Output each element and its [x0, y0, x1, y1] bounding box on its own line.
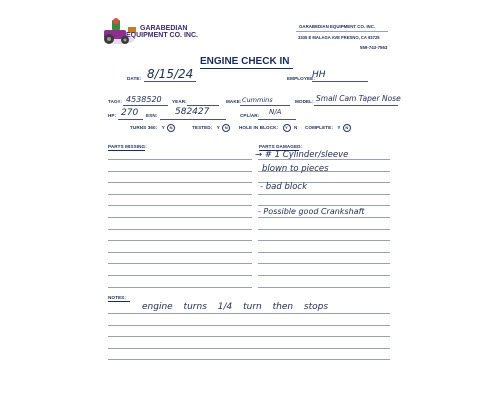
logo-text [126, 25, 198, 39]
title-underline [200, 68, 293, 69]
parts-missing-line[interactable] [108, 229, 252, 230]
parts-missing-line[interactable] [108, 182, 252, 183]
parts-damaged-line[interactable] [258, 217, 390, 218]
model-underline [314, 105, 398, 106]
notes-text[interactable]: engine turns 1/4 turn then stops [142, 302, 329, 312]
complete-yes[interactable]: Y [337, 125, 341, 131]
parts-damaged-line[interactable] [258, 275, 390, 276]
hp-underline [118, 119, 143, 120]
parts-missing-line[interactable] [108, 252, 252, 253]
complete-check[interactable] [305, 124, 351, 132]
company-name: GARABEDIAN EQUIPMENT CO. INC. [299, 24, 376, 29]
cpl-underline [258, 119, 296, 120]
damaged-line-1[interactable]: → # 1 Cylinder/sleeve [255, 150, 349, 160]
logo-text-line2: EQUIPMENT CO. INC. [126, 32, 198, 39]
notes-label: NOTES: [108, 295, 126, 300]
parts-missing-line[interactable] [108, 194, 252, 195]
parts-missing-label: PARTS MISSING: [108, 144, 147, 149]
notes-line[interactable] [108, 325, 390, 326]
make-value[interactable]: Cummins [242, 96, 273, 104]
hp-label: HP: [108, 113, 117, 118]
parts-damaged-line[interactable] [258, 287, 390, 288]
turns-yes[interactable]: Y [161, 125, 165, 131]
make-label: MAKE: [226, 99, 242, 104]
parts-damaged-line[interactable] [258, 252, 390, 253]
year-underline [187, 105, 219, 106]
tested-yes[interactable]: Y [216, 125, 220, 131]
company-name-rule [296, 31, 388, 32]
hole-in-block-check[interactable] [239, 124, 297, 132]
damaged-line-3[interactable]: - bad block [260, 182, 308, 192]
hole-no[interactable]: N [293, 125, 298, 131]
parts-missing-line[interactable] [108, 171, 252, 172]
parts-missing-label-underline [108, 150, 145, 151]
damaged-line-4[interactable]: - Possible good Crankshaft [258, 207, 365, 216]
date-label: DATE: [127, 76, 142, 81]
make-underline [240, 105, 290, 106]
turns-360-check[interactable] [130, 124, 175, 132]
date-underline [144, 81, 196, 82]
esn-value[interactable]: 582427 [175, 107, 210, 117]
parts-missing-line[interactable] [108, 159, 252, 160]
year-label: YEAR: [172, 99, 187, 104]
complete-label: COMPLETE: [305, 125, 333, 131]
company-address: 3335 E MALAGA AVE FRESNO, CA 93725 [298, 35, 380, 40]
hole-label: HOLE IN BLOCK: [239, 125, 279, 131]
tag-label: TAG#: [108, 99, 122, 104]
parts-missing-line[interactable] [108, 205, 252, 206]
parts-damaged-line[interactable] [258, 229, 390, 230]
notes-line[interactable] [108, 348, 390, 349]
model-value[interactable]: Small Cam Taper Nose [316, 94, 401, 103]
model-label: MODEL: [295, 99, 314, 104]
employee-value[interactable]: HH [312, 70, 326, 80]
notes-line[interactable] [108, 336, 390, 337]
esn-underline [160, 119, 226, 120]
parts-missing-line[interactable] [108, 217, 252, 218]
parts-damaged-line[interactable] [258, 240, 390, 241]
parts-damaged-line[interactable] [258, 194, 390, 195]
date-value[interactable]: 8/15/24 [147, 67, 194, 81]
complete-no-circled[interactable]: N [343, 124, 351, 132]
page-title: ENGINE CHECK IN [200, 56, 290, 67]
parts-missing-line[interactable] [108, 263, 252, 264]
logo-text-line1: GARABEDIAN [140, 25, 188, 32]
employee-underline [312, 81, 368, 82]
parts-missing-line[interactable] [108, 287, 252, 288]
parts-missing-line[interactable] [108, 275, 252, 276]
tag-value[interactable]: 4538520 [126, 95, 162, 104]
turns-no-circled[interactable]: N [167, 124, 175, 132]
notes-line[interactable] [108, 359, 390, 360]
employee-label: EMPLOYEE: [287, 76, 315, 81]
tested-label: TESTED: [192, 125, 213, 131]
tested-check[interactable] [192, 124, 230, 132]
parts-damaged-label: PARTS DAMAGED: [259, 144, 303, 149]
parts-damaged-line[interactable] [258, 263, 390, 264]
hole-yes-circled[interactable]: Y [283, 124, 291, 132]
hp-value[interactable]: 270 [121, 108, 139, 118]
company-phone: 559-743-7563 [360, 45, 388, 50]
tested-no-circled[interactable]: N [222, 124, 230, 132]
damaged-line-2[interactable]: blown to pieces [262, 164, 329, 174]
notes-line[interactable] [108, 313, 390, 314]
tag-underline [123, 105, 168, 106]
cpl-label: CPL/AR: [240, 113, 260, 118]
turns-label: TURNS 360: [130, 125, 158, 131]
notes-label-underline [108, 301, 130, 302]
parts-missing-line[interactable] [108, 240, 252, 241]
cpl-value[interactable]: N/A [269, 108, 282, 116]
esn-label: ESN: [146, 113, 158, 118]
